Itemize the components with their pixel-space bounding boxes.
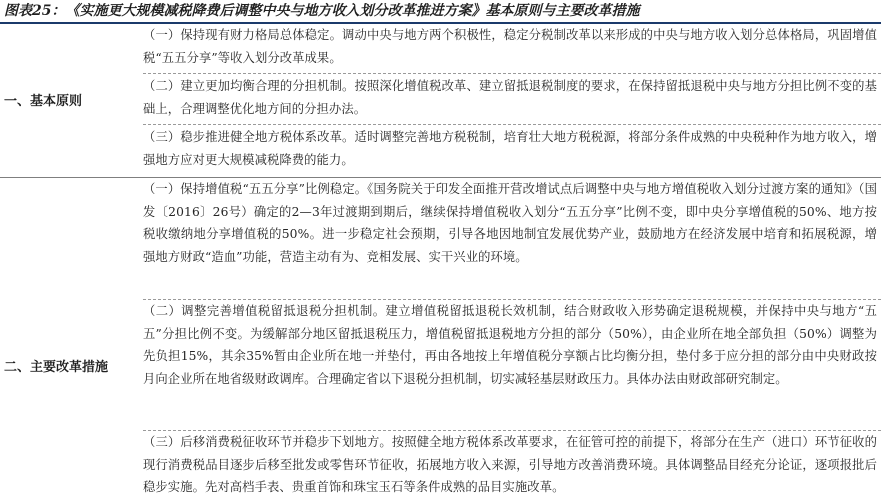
reform-item-3: （三）后移消费税征收环节并稳步下划地方。按照健全地方税体系改革要求，在征管可控的前提下，将部分在生产（进口）环节征收的现行消费税品目逐步后移至批发或零售环节征收，拓展地方收入来源，引导地方改善消费环境。具体调整品目经充分论证，逐项报批后稳步实施。先对高档手表、贵重首饰和珠宝玉石等条件成熟的品目实施改革。 (143, 435, 877, 495)
figure-title: 图表25：《实施更大规模减税降费后调整中央与地方收入划分改革推进方案》基本原则与主要改革措施 (4, 3, 640, 19)
section-label: 一、基本原则 (4, 94, 83, 109)
reform-item-1: （一）保持增值税“五五分享”比例稳定。《国务院关于印发全面推开营改增试点后调整中央与地方增值税收入划分过渡方案的通知》（国发〔2016〕26号）确定的2—3年过渡期到期后，继续保持增值税收入划分“五五分享”比例不变，即中央分享增值税的50%、地方按税收缴纳地分享增值税的50%。进一步稳定社会预期，引导各地因地制宜发展优势产业，鼓励地方在经济发展中培育和拓展税源，增强地方财政“造血”功能，营造主动有为、竞相发展、实干兴业的环境。 (143, 182, 877, 264)
section-major-reforms (0, 178, 881, 498)
principle-item-1: （一）保持现有财力格局总体稳定。调动中央与地方两个积极性，稳定分税制改革以来形成的中央与地方收入划分总体格局，巩固增值税“五五分享”等收入划分改革成果。 (143, 28, 877, 65)
principle-item-3: （三）稳步推进健全地方税体系改革。适时调整完善地方税税制，培育壮大地方税税源，将部分条件成熟的中央税种作为地方收入，增强地方应对更大规模减税降费的能力。 (143, 130, 877, 167)
reform-item-2: （二）调整完善增值税留抵退税分担机制。建立增值税留抵退税长效机制，结合财政收入形势确定退税规模，并保持中央与地方“五五”分担比例不变。为缓解部分地区留抵退税压力，增值税留抵退税地方分担的部分（50%），由企业所在地全部负担（50%）调整为先负担15%，其余35%暂由企业所在地一并垫付，再由各地按上年增值税分享额占比均衡分担，垫付多于应分担的部分由中央财政按月向企业所在地省级财政调库。合理确定省以下退税分担机制，切实减轻基层财政压力。具体办法由财政部研究制定。 (143, 304, 877, 386)
section-basic-principles (0, 24, 881, 177)
section-label: 二、主要改革措施 (4, 360, 109, 375)
item-divider (143, 73, 881, 74)
item-divider (143, 124, 881, 125)
principle-item-2: （二）建立更加均衡合理的分担机制。按照深化增值税改革、建立留抵退税制度的要求，在保持留抵退税中央与地方分担比例不变的基础上，合理调整优化地方间的分担办法。 (143, 79, 877, 116)
